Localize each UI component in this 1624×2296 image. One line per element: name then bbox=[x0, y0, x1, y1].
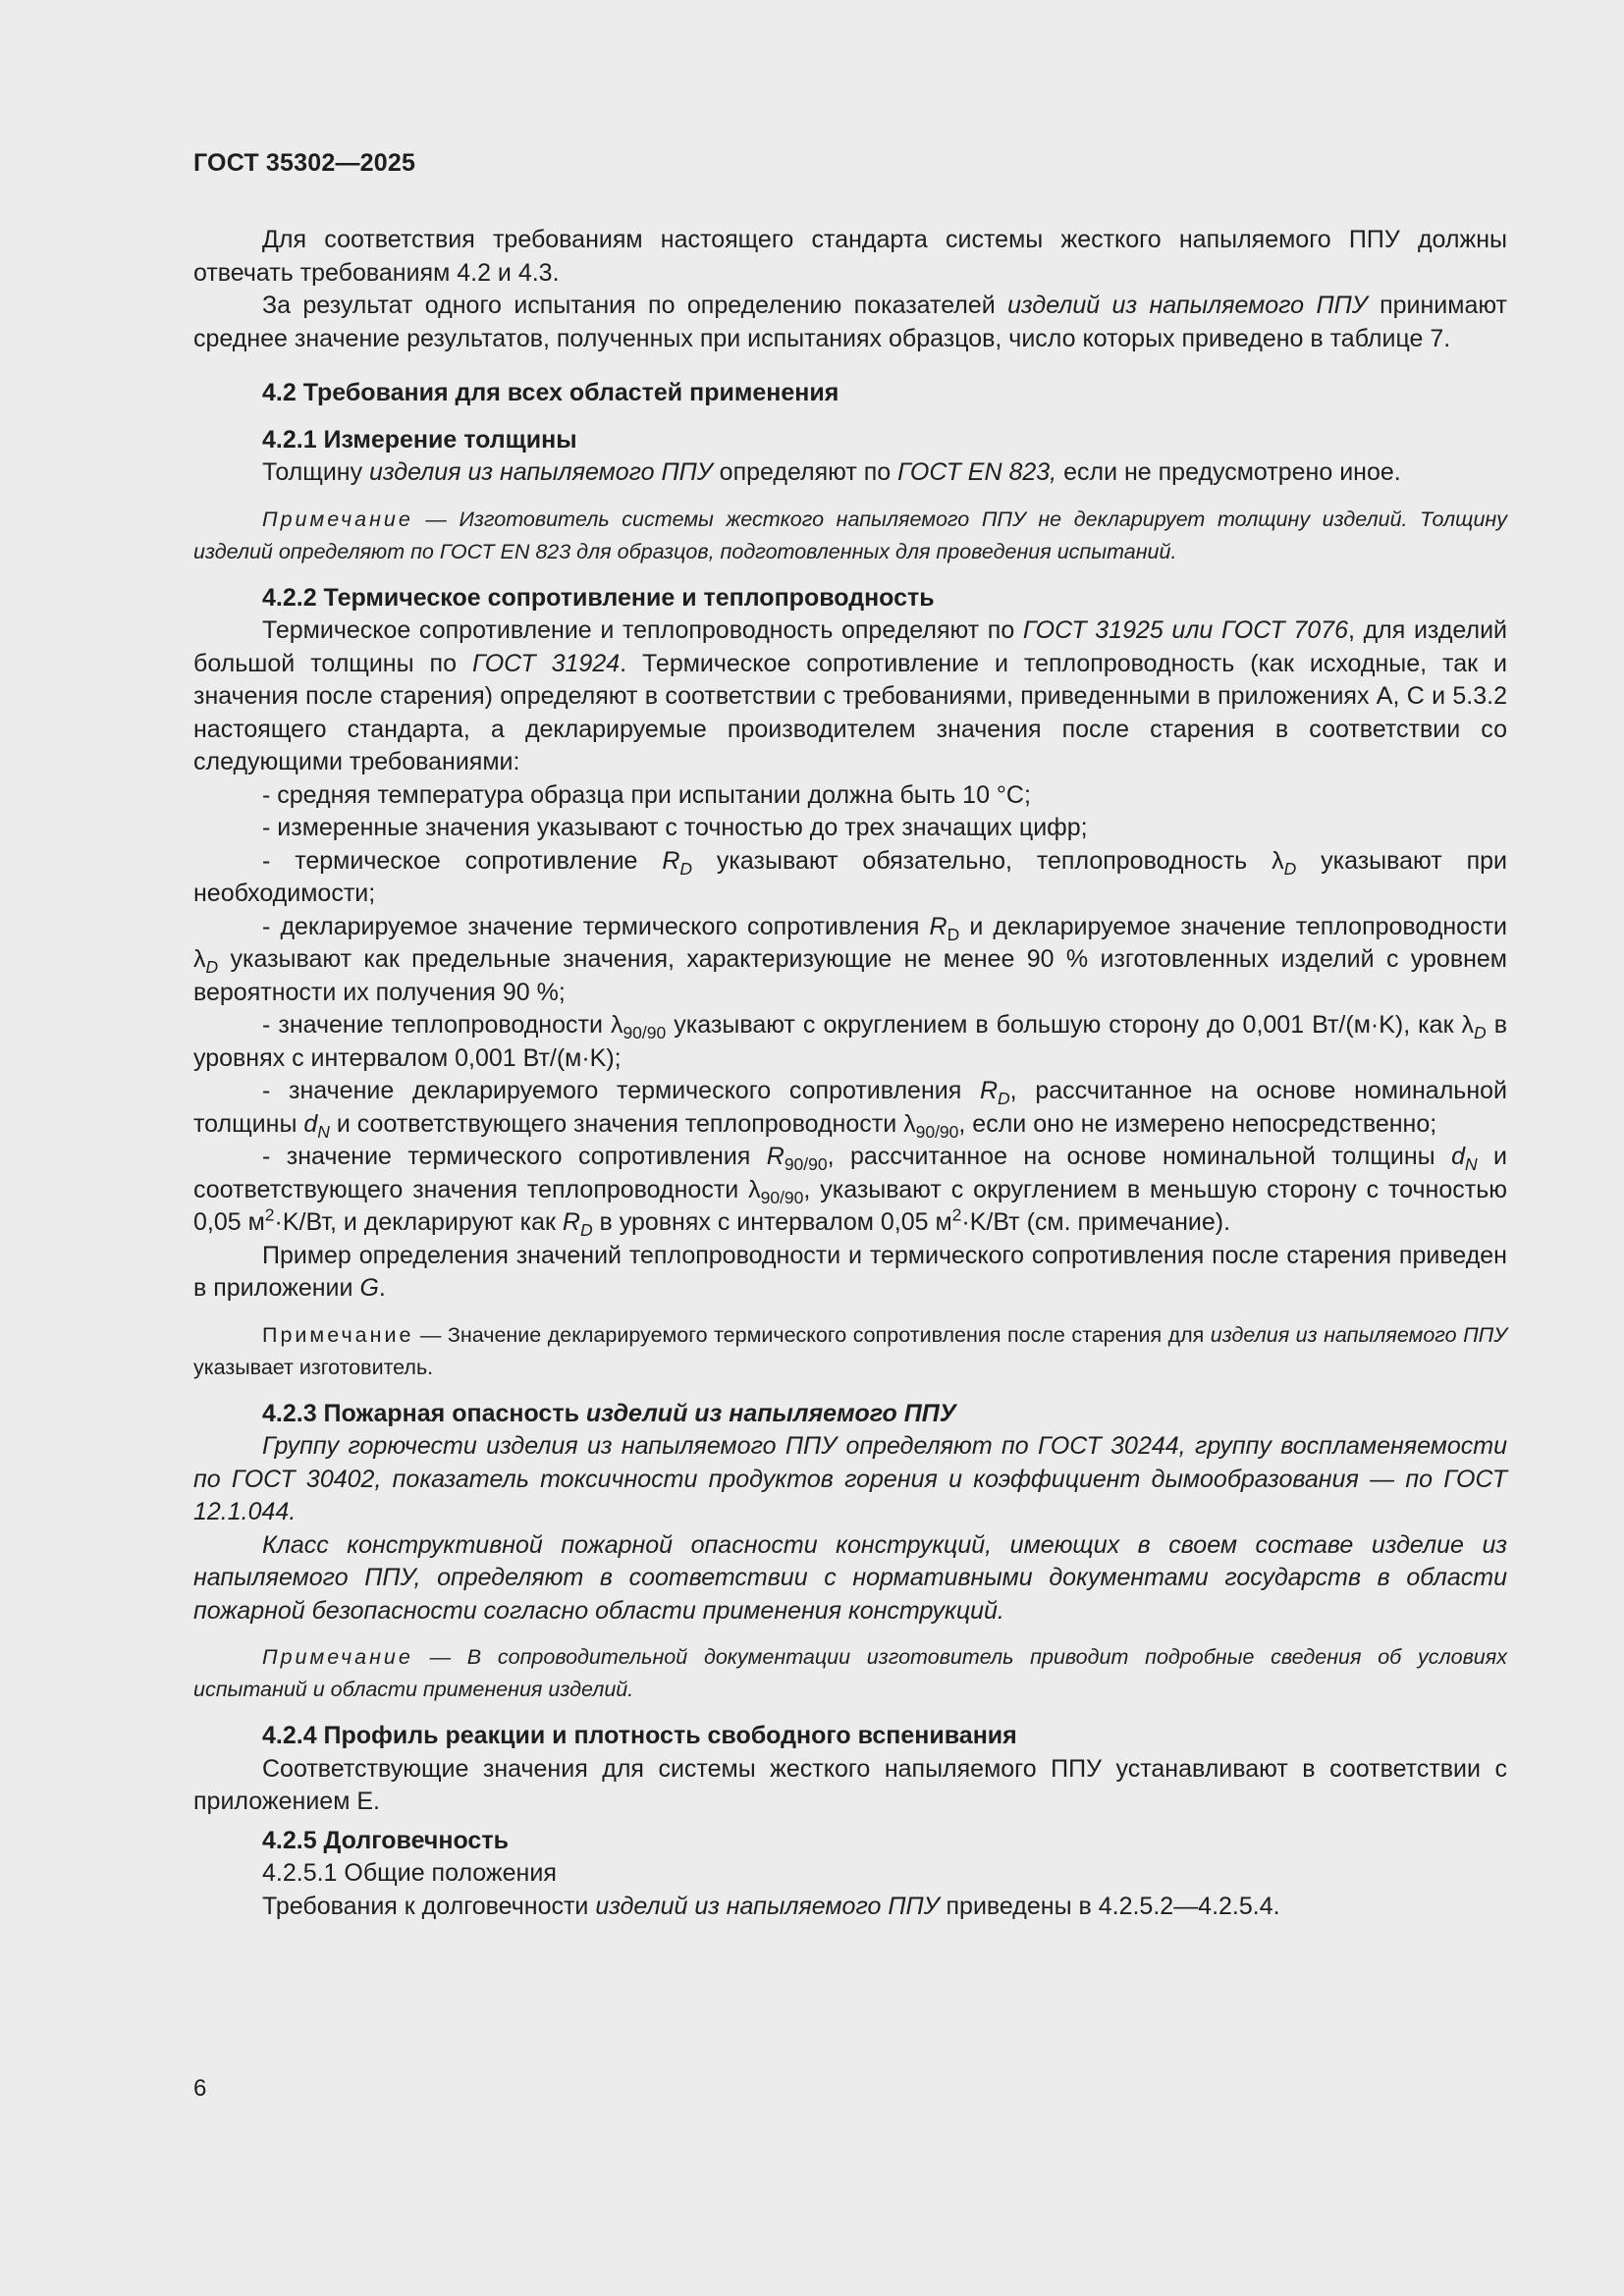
section-4-2-2-paragraph-1: Термическое сопротивление и теплопроводность определяют по ГОСТ 31925 или ГОСТ 7076, для изделий большой толщины по ГОСТ 31924. Термическое сопротивление и теплопроводность (как исходные, так и значения после старения) определяют в соответствии с требованиями, приведенными в приложениях А, С и 5.3.2 настоящего стандарта, а декларируемые производителем значения после старения в соответствии со следующими требованиями: bbox=[193, 616, 1508, 775]
page-number: 6 bbox=[193, 2075, 207, 2102]
section-4-2-1-note: Примечание — Изготовитель системы жесткого напыляемого ППУ не декларирует толщину изделий. Толщину изделий определяют по ГОСТ EN 823 для образцов, подготовленных для проведения испытаний. bbox=[193, 507, 1507, 563]
section-4-2-1-paragraph: Толщину изделия из напыляемого ППУ определяют по ГОСТ EN 823, если не предусмотрено иное. bbox=[262, 458, 1401, 486]
section-4-2-title: 4.2 Требования для всех областей применения bbox=[262, 379, 839, 406]
list-item-5: - значение теплопроводности $\lambda_{90/90}$ указывают с округлением в большую сторону до 0,001 Вт/(м·K), как $\lambda_D$ в уровнях с интервалом 0,001 Вт/(м·K); bbox=[193, 1011, 1508, 1072]
section-4-2-3-note: Примечание — В сопроводительной документации изготовитель приводит подробные сведения об условиях испытаний и области применения изделий. bbox=[193, 1645, 1507, 1701]
section-4-2-3-paragraph-1: Группу горючести изделия из напыляемого ППУ определяют по ГОСТ 30244, группу воспламеняемости по ГОСТ 30402, показатель токсичности продуктов горения и коэффициент дымообразования — по ГОСТ 12.1.044. bbox=[193, 1432, 1507, 1525]
section-4-2-5-paragraph: Требования к долговечности изделий из напыляемого ППУ приведены в 4.2.5.2—4.2.5.4. bbox=[262, 1892, 1280, 1920]
section-4-2-3-title: 4.2.3 Пожарная опасность изделий из напыляемого ППУ bbox=[262, 1399, 956, 1427]
section-4-2-2-paragraph-2: Пример определения значений теплопроводности и термического сопротивления после старения приведен в приложении G. bbox=[193, 1241, 1507, 1302]
list-item-1: - средняя температура образца при испытании должна быть 10 °C; bbox=[262, 780, 1031, 809]
section-4-2-2-note: Примечание — Значение декларируемого термического сопротивления после старения для изделия из напыляемого ППУ указывает изготовитель. bbox=[193, 1322, 1508, 1379]
section-4-2-5-title: 4.2.5 Долговечность bbox=[262, 1826, 509, 1854]
intro-paragraph-1: Для соответствия требованиям настоящего стандарта системы жесткого напыляемого ППУ должны отвечать требованиям 4.2 и 4.3. bbox=[193, 226, 1507, 287]
list-item-2: - измеренные значения указывают с точностью до трех значащих цифр; bbox=[262, 814, 1088, 841]
section-4-2-3-paragraph-2: Класс конструктивной пожарной опасности конструкций, имеющих в своем составе изделие из напыляемого ППУ, определяют в соответствии с нормативными документами государств в области пожарной безопасности согласно области применения конструкций. bbox=[193, 1530, 1507, 1625]
section-4-2-4-title: 4.2.4 Профиль реакции и плотность свободного вспенивания bbox=[262, 1722, 1017, 1749]
list-item-6: - значение декларируемого термического сопротивления $R_D$, рассчитанное на основе номинальной толщины $d_N$ и соответствующего значения теплопроводности $\lambda_{90/90}$, если оно не измерено непосредственно; bbox=[193, 1077, 1507, 1142]
list-item-7: - значение термического сопротивления $R_{90/90}$, рассчитанное на основе номинальной толщины $d_N$ и соответствующего значения теплопроводности $\lambda_{90/90}$, указывают с округлением в меньшую сторону с точностью 0,05 $м^2\cdot K/Вт$, и декларируют как $R_D$ в уровнях с интервалом 0,05 $м^2\cdot K/Вт$ (см. примечание). bbox=[193, 1143, 1507, 1240]
intro-paragraph-2: За результат одного испытания по определению показателей изделий из напыляемого ППУ принимают среднее значение результатов, полученных при испытаниях образцов, число которых приведено в таблице 7. bbox=[193, 292, 1507, 352]
section-4-2-1-title: 4.2.1 Измерение толщины bbox=[262, 425, 577, 454]
list-item-3: - термическое сопротивление $R_D$ указывают обязательно, теплопроводность $\lambda_D$ указывают при необходимости; bbox=[193, 846, 1507, 907]
list-item-4: - декларируемое значение термического сопротивления $R_D$ и декларируемое значение теплопроводности $\lambda_D$ указывают как предельные значения, характеризующие не менее 90 % изготовленных изделий с уровнем вероятности их получения 90 %; bbox=[193, 912, 1507, 1006]
document-body bbox=[193, 224, 1507, 1923]
section-4-2-5-1-title: 4.2.5.1 Общие положения bbox=[262, 1859, 557, 1887]
document-header: ГОСТ 35302—2025 bbox=[193, 149, 416, 177]
section-4-2-4-paragraph: Соответствующие значения для системы жесткого напыляемого ППУ устанавливают в соответствии с приложением Е. bbox=[193, 1754, 1507, 1815]
section-4-2-2-title: 4.2.2 Термическое сопротивление и теплопроводность bbox=[262, 583, 935, 612]
